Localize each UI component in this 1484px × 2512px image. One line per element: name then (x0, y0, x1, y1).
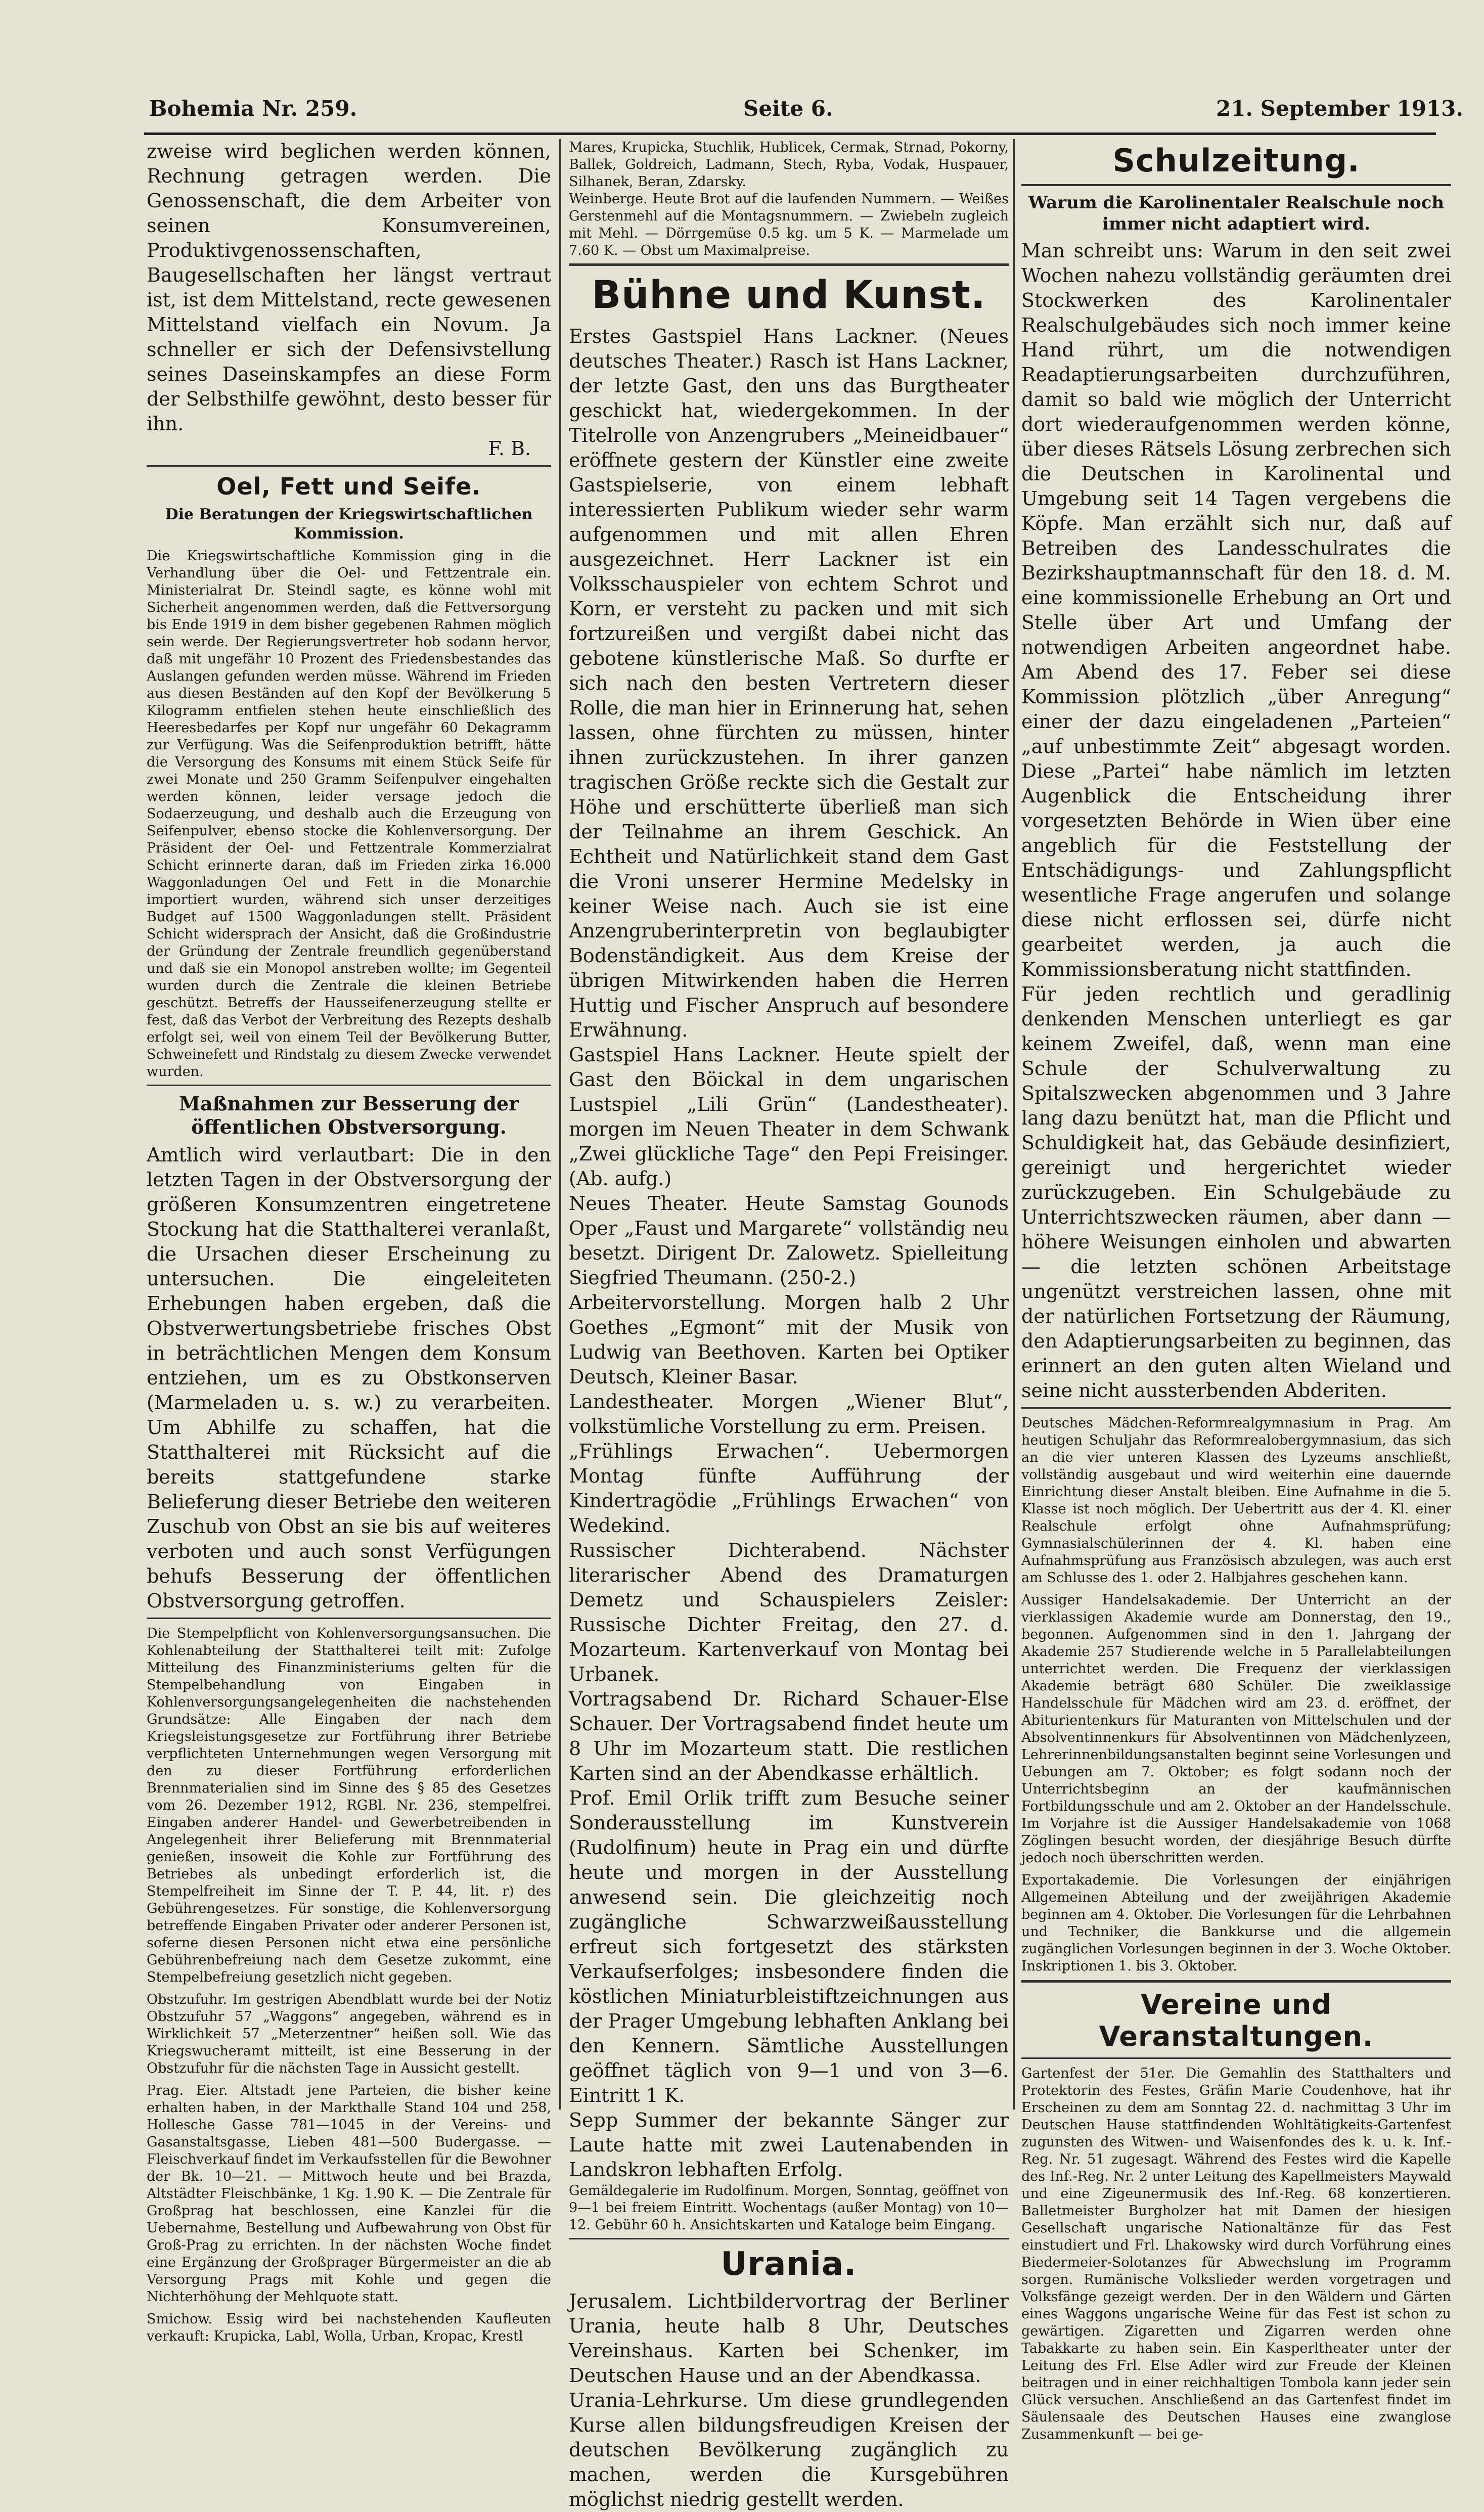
notice-handelsakademie: Aussiger Handelsakademie. Der Unterricht an der vierklassigen Akademie wurde am Donnerstag, den 19., begonnen. Aufgenommen sind in den 1. Jahrgang der Akademie 257 Studierende welche in 5 Parallelabteilungen unterrichtet werden. Die Frequenz der vierklassigen Akademie beträgt 680 Schüler. Die zweiklassige Handelsschule für Mädchen wird am 23. d. eröffnet, der Abiturientenkurs für Maturanten von Mittelschulen und der Absolventinnenkurs für Absolventinnen von Mädchenlyzeen, Lehrerinnenbildungsanstalten beginnt seine Vorlesungen und Uebungen am 7. Oktober; es folgt sodann noch der Unterrichtsbeginn an der kaufmännischen Fortbildungsschule und am 2. Oktober an der Handelsschule. Im Vorjahre ist die Aussiger Handelsakademie von 1068 Zöglingen besucht worden, der diesjährige Besuch dürfte jedoch noch überschritten werden. (1021, 1592, 1451, 1866)
article-gastspiel-2: Gastspiel Hans Lackner. Heute spielt der Gast den Böickal in dem ungarischen Lustspiel „Lili Grün“ (Landestheater). morgen im Neuen Theater in dem Schwank „Zwei glückliche Tage“ den Pepi Freisinger. (Ab. aufg.) (569, 1044, 1009, 1190)
headline-obst: Maßnahmen zur Besserung der öffentlichen Obstversorgung. (178, 1092, 519, 1138)
notice-prag: Prag. Eier. Altstadt jene Parteien, die bisher keine erhalten haben, in der Markthalle Stand 104 und 258, Hollesche Gasse 781—1045 in der Vereins- und Gasanstaltsgasse, Lieben 481—500 Budergasse. — Fleischverkauf findet im Verkaufsstellen für die Bewohner der Bk. 10—21. — Mittwoch heute und bei Brazda, Altstädter Fleischbänke, 1 Kg. 1.90 K. — Die Zentrale für Großprag hat beschlossen, eine Kanzlei für die Uebernahme, Bestellung und Aufbewahrung von Obst für Groß-Prag zu errichten. In der nächsten Woche findet eine Ergänzung der Großprager Bürgermeister an die ab Versorgung Prags mit Kohle und gegen die Nichterhöhung der Mehlquote statt. (147, 2083, 551, 2305)
divider (147, 1085, 551, 1086)
article-landestheater: Landestheater. Morgen „Wiener Blut“, volkstümliche Vorstellung zu erm. Preisen. (569, 1390, 1009, 1438)
headline-schulzeitung: Schulzeitung. (1112, 142, 1360, 179)
article-realschule-2: Für jeden rechtlich und geradlinig denkenden Menschen unterliegt es gar keinem Zweifel, daß, wenn man eine Schule der Schulverwaltung zu Spitalszwecken abgenommen und 3 Jahre lang dazu benützt hat, man die Pflicht und Schuldigkeit hat, das Gebäude desinfiziert, gereinigt und hergerichtet wieder zurückzugeben. Ein Schulgebäude zu Unterrichtszwecken räumen, aber dann — höhere Weisungen einholen und abwarten — die letzten schönen Arbeitstage ungenützt verstreichen lassen, ohne mit der natürlichen Fortsetzung der Räumung, den Adaptierungsarbeiten zu beginnen, das erinnert an den guten alten Wieland und seine nicht aussterbenden Abderiten. (1021, 983, 1451, 1402)
column-right (1021, 139, 1451, 2442)
article-fruehling: „Frühlings Erwachen“. Uebermorgen Montag fünfte Aufführung der Kindertragödie „Frühlings Erwachen“ von Wedekind. (569, 1440, 1009, 1537)
divider (1021, 1407, 1451, 1409)
article-sepp: Sepp Summer der bekannte Sänger zur Laute hatte mit zwei Lautenabenden in Landskron lebhaften Erfolg. (569, 2109, 1009, 2181)
article-russisch: Russischer Dichterabend. Nächster literarischer Abend des Dramaturgen Demetz und Schauspielers Zeisler: Russische Dichter Freitag, den 27. d. Mozarteum. Kartenverkauf von Montag bei Urbanek. (569, 1539, 1009, 1685)
headline-oel: Oel, Fett und Seife. (216, 473, 481, 500)
notice-obstzufuhr: Obstzufuhr. Im gestrigen Abendblatt wurde bei der Notiz Obstzufuhr 57 „Waggons“ angegeben, während es in Wirklichkeit 57 „Meterzentner“ heißen soll. Wie das Kriegswucheramt mitteilt, ist eine Besserung in der Obstzufuhr für die nächsten Tage in Aussicht gestellt. (147, 1992, 551, 2076)
notice-gartenfest: Gartenfest der 51er. Die Gemahlin des Statthalters und Protektorin des Festes, Gräfin Marie Coudenhove, hat ihr Erscheinen zu dem am Sonntag 22. d. nachmittag 3 Uhr im Deutschen Hause stattfindenden Wohltätigkeits-Gartenfest zugunsten des Witwen- und Waisenfondes des k. u. k. Inf.-Reg. Nr. 51 zugesagt. Während des Festes wird die Kapelle des Inf.-Reg. Nr. 2 unter Leitung des Kapellmeisters Maywald und eine Zigeunermusik des Inf.-Reg. 68 konzertieren. Balletmeister Burgholzer hat mit Damen der hiesigen Gesellschaft ungarische Nationaltänze für das Fest einstudiert und Frl. Lhakowsky wird durch Vorführung eines Biedermeier-Solotanzes für Abwechslung im Programm sorgen. Rumänische Volkslieder werden vorgetragen und Volksfänge gezeigt werden. Der in den Wäldern und Gärten eines Waggons ungarische Weine für das Fest ist schon zu gewärtigen. Zigaretten und Zigarren werden ohne Tabakkarte zu haben sein. Ein Kasperltheater unter der Leitung des Frl. Else Adler wird zur Freude der Kleinen beitragen und in einer reichhaltigen Tombola kann jeder sein Glück versuchen. Anschließend an das Gartenfest findet im Säulensaale des Deutschen Hauses eine zwanglose Zusammenkunft — bei ge- (1021, 2066, 1451, 2442)
article-intro: zweise wird beglichen werden können, Rechnung getragen werden. Die Genossenschaft, die dem Arbeiter von seinen Konsumvereinen, Produktivgenossenschaften, Baugesellschaften her längst vertraut ist, ist dem Mittelstand, recte gewesenen Mittelstand vielfach ein Novum. Ja schneller er sich der Defensivstellung seines Daseinskampfes an diese Form der Selbsthilfe gewöhnt, desto besser für ihn. (147, 140, 551, 435)
article-jerusalem: Jerusalem. Lichtbildervortrag der Berliner Urania, heute halb 8 Uhr, Deutsches Vereinshaus. Karten bei Schenker, im Deutschen Hause und an der Abendkassa. (569, 2290, 1009, 2387)
article-vortrag: Vortragsabend Dr. Richard Schauer-Else Schauer. Der Vortragsabend findet heute um 8 Uhr im Mozarteum statt. Die restlichen Karten sind an der Abendkasse erhältlich. (569, 1688, 1009, 1784)
article-orlik: Prof. Emil Orlik trifft zum Besuche seiner Sonderausstellung im Kunstverein (Rudolfinum) heute in Prag ein und dürfte heute und morgen in der Ausstellung anwesend sein. Die gleichzeitig noch zugängliche Schwarzweißausstellung erfreut sich fortgesetzt des stärksten Verkaufserfolges; insbesondere finden die köstlichen Miniaturbleistiftzeichnungen aus der Prager Umgebung lebhaften Anklang bei den Kennern. Sämtliche Ausstellungen geöffnet täglich von 9—1 und von 3—6. Eintritt 1 K. (569, 1787, 1009, 2106)
article-galerie: Gemäldegalerie im Rudolfinum. Morgen, Sonntag, geöffnet von 9—1 bei freiem Eintritt. Wochentags (außer Montag) von 10—12. Gebühr 60 h. Ansichtskarten und Kataloge beim Eingang. (569, 2183, 1009, 2233)
divider (569, 2238, 1009, 2239)
headline-vereine: Vereine und Veranstaltungen. (1099, 1989, 1374, 2052)
divider (147, 1618, 551, 1619)
header-rule (144, 132, 1436, 135)
column-left (147, 139, 551, 2344)
divider (1021, 1980, 1451, 1983)
article-body-obst: Amtlich wird verlautbart: Die in den letzten Tagen in der Obstversorgung der größeren Konsumzentren eingetretene Stockung hat die Statthalterei veranlaßt, die Ursachen dieser Erscheinung zu untersuchen. Die eingeleiteten Erhebungen haben ergeben, daß die Obstverwertungsbetriebe frisches Obst in beträchtlichen Mengen dem Konsum entziehen, um es zu Obstkonserven (Marmeladen u. s. w.) zu verarbeiten. Um Abhilfe zu schaffen, hat die Statthalterei mit Rücksicht auf die bereits stattgefundene starke Belieferung dieser Betriebe den weiteren Zuschub von Obst an sie bis auf weiteres verboten und auch sonst Verfügungen behufs Besserung der öffentlichen Obstversorgung getroffen. (147, 1144, 551, 1612)
divider (569, 263, 1009, 266)
column-divider (559, 139, 561, 2110)
headline-urania: Urania. (721, 2246, 857, 2283)
notice-stempel: Die Stempelpflicht von Kohlenversorgungsansuchen. Die Kohlenabteilung der Statthalterei teilt mit: Zufolge Mitteilung des Finanzministeriums gelten für die Stempelbehandlung von Eingaben in Kohlenversorgungsangelegenheiten die nachstehenden Grundsätze: Alle Eingaben der nach dem Kriegsleistungsgesetze zur Fortführung ihrer Betriebe verpflichteten Unternehmungen wegen Versorgung mit den zu dieser Fortführung erforderlichen Brennmaterialien sind im Sinne des § 85 des Gesetzes vom 26. Dezember 1912, RGBl. Nr. 236, stempelfrei. Eingaben anderer Handel- und Gewerbetreibenden in Angelegenheit ihrer Belieferung mit Brennmaterial genießen, insoweit die Kohle zur Fortführung des Betriebes als unbedingt erforderlich ist, die Stempelfreiheit im Sinne der T. P. 44, lit. r) des Gebührengesetzes. Für sonstige, die Kohlenversorgung betreffende Eingaben Privater oder anderer Personen ist, soferne diesen Personen nicht etwa eine persönliche Gebührenbefreiung nach dem Gesetze zukommt, eine Stempelbefreiung gesetzlich nicht gegeben. (147, 1626, 551, 1985)
divider (147, 465, 551, 467)
subheadline-realschule: Warum die Karolinentaler Realschule noch immer nicht adaptiert wird. (1028, 193, 1445, 234)
column-divider (1013, 139, 1015, 2110)
issue-date: 21. September 1913. (1216, 96, 1464, 121)
headline-buhne: Bühne und Kunst. (592, 272, 986, 317)
notice-weinberge: Weinberge. Heute Brot auf die laufenden Nummern. — Weißes Gerstenmehl auf die Montagsnummern. — Zwiebeln zugleich mit Mehl. — Dörrgemüse 0.5 kg. um 5 K. — Marmelade um 7.60 K. — Obst um Maximalpreise. (569, 191, 1009, 258)
article-gastspiel-1: Erstes Gastspiel Hans Lackner. (Neues deutsches Theater.) Rasch ist Hans Lackner, der letzte Gast, den uns das Burgtheater geschickt hat, wiedergekommen. In der Titelrolle von Anzengrubers „Meineidbauer“ eröffnete gestern der Künstler eine zweite Gastspielserie, von einem lebhaft interessierten Publikum wieder sehr warm aufgenommen und mit allen Ehren ausgezeichnet. Herr Lackner ist ein Volksschauspieler von echtem Schrot und Korn, er versteht zu packen und mit sich fortzureißen und vergißt dabei nicht das gebotene künstlerische Maß. So durfte er sich nach den besten Vertretern dieser Rolle, die man hier in Erinnerung hat, sehen lassen, ohne fürchten zu müssen, hinter ihnen zurückzustehen. In ihrer ganzen tragischen Größe reckte sich die Gestalt zur Höhe und erschütterte überließ man sich der Teilnahme an ihrem Geschick. An Echtheit und Natürlichkeit stand dem Gast die Vroni unserer Hermine Medelsky in keiner Weise nach. Auch sie ist eine Anzengruberinterpretin von beglaubigter Bodenständigkeit. Aus dem Kreise der übrigen Mitwirkenden haben die Herren Huttig und Fischer Anspruch auf besondere Erwähnung. (569, 325, 1009, 1041)
article-lehrkurse: Urania-Lehrkurse. Um diese grundlegenden Kurse allen bildungsfreudigen Kreisen der deutschen Bevölkerung zugänglich zu machen, werden die Kursgebühren möglichst niedrig gestellt werden. (569, 2389, 1009, 2510)
page-number: Seite 6. (743, 96, 833, 121)
subheadline-oel: Die Beratungen der Kriegswirtschaftlichen Kommission. (165, 506, 533, 543)
notice-maedchen: Deutsches Mädchen-Reformrealgymnasium in Prag. Am heutigen Schuljahr das Reformrealobergymnasium, das sich an die vier unteren Klassen des Lyzeums anschließt, vollständig ausgebaut und wird weiterhin eine dauernde Einrichtung dieser Anstalt bleiben. Eine Aufnahme in die 5. Klasse ist noch möglich. Der Uebertritt aus der 4. Kl. einer Realschule erfolgt ohne Aufnahmsprüfung; Gymnasialschülerinnen der 4. Kl. haben eine Aufnahmsprüfung aus Französisch abzulegen, was auch erst am Schlusse des 1. oder 2. Halbjahres geschehen kann. (1021, 1415, 1451, 1586)
notice-list: Mares, Krupicka, Stuchlik, Hublicek, Cermak, Strnad, Pokorny, Ballek, Goldreich, Ladmann, Stech, Ryba, Vodak, Huspauer, Silhanek, Beran, Zdarsky. (569, 140, 1009, 190)
notice-smichow: Smichow. Essig wird bei nachstehenden Kaufleuten verkauft: Krupicka, Labl, Wolla, Urban, Kropac, Krestl (147, 2311, 551, 2344)
signature: F. B. (488, 437, 531, 460)
article-neues-theater: Neues Theater. Heute Samstag Gounods Oper „Faust und Margarete“ vollständig neu besetzt. Dirigent Dr. Zalowetz. Spielleitung Siegfried Theumann. (250-2.) (569, 1192, 1009, 1289)
article-realschule-1: Man schreibt uns: Warum in den seit zwei Wochen nahezu vollständig geräumten drei Stockwerken des Karolinentaler Realschulgebäudes sich noch immer keine Hand rührt, um die notwendigen Readaptierungsarbeiten durchzuführen, damit so bald wie möglich der Unterricht dort wiederaufgenommen werden könne, über dieses Rätsels Lösung zerbrechen sich die Deutschen in Karolinental und Umgebung seit 14 Tagen vergebens die Köpfe. Man erzählt sich nur, daß auf Betreiben des Landesschulrates die Bezirkshauptmannschaft für den 18. d. M. eine kommissionelle Erhebung an Ort und Stelle über Art und Umfang der notwendigen Arbeiten angeordnet habe. Am Abend des 17. Feber sei diese Kommission plötzlich „über Anregung“ einer der dazu eingeladenen „Parteien“ „auf unbestimmte Zeit“ abgesagt worden. Diese „Partei“ habe nämlich im letzten Augenblick die Entscheidung ihrer vorgesetzten Behörde in Wien über eine angeblich für die Feststellung der Entschädigungs- und Zahlungspflicht wesentliche Frage angerufen und solange diese nicht erflossen sei, dürfe nicht gearbeitet werden, ja auch die Kommissionsberatung nicht stattfinden. (1021, 240, 1451, 980)
paper-name: Bohemia Nr. 259. (149, 96, 357, 121)
page-header (0, 96, 1484, 126)
divider (1021, 184, 1451, 186)
column-middle (569, 139, 1009, 2510)
article-arbeiter: Arbeitervorstellung. Morgen halb 2 Uhr Goethes „Egmont“ mit der Musik von Ludwig van Beethoven. Karten bei Optiker Deutsch, Kleiner Basar. (569, 1291, 1009, 1388)
article-body-oel: Die Kriegswirtschaftliche Kommission ging in die Verhandlung über die Oel- und Fettzentrale ein. Ministerialrat Dr. Steindl sagte, es könne wohl mit Sicherheit angenommen werden, daß die Fettversorgung bis Ende 1919 in dem bisher gegebenen Rahmen möglich sein werde. Der Regierungsvertreter hob sodann hervor, daß mit ungefähr 10 Prozent des Friedensbestandes das Auslangen gefunden werden müsse. Während im Frieden aus diesen Beständen auf den Kopf der Bevölkerung 5 Kilogramm entfielen stehen heute einschließlich des Heeresbedarfes per Kopf nur ungefähr 60 Dekagramm zur Verfügung. Was die Seifenproduktion betrifft, hätte die Versorgung des Konsums mit einem Stück Seife für zwei Monate und 250 Gramm Seifenpulver eingehalten werden können, leider versage jedoch die Sodaerzeugung, und deshalb auch die Erzeugung von Seifenpulver, ebenso stocke die Kohlenversorgung. Der Präsident der Oel- und Fettzentrale Kommerzialrat Schicht erinnerte daran, daß im Frieden zirka 16.000 Waggonladungen Oel und Fett in die Monarchie importiert wurden, während sich unser derzeitiges Budget auf 1500 Waggonladungen stellt. Präsident Schicht widersprach der Ansicht, daß die Großindustrie der Gründung der Zentrale freundlich gegenüberstand und daß sie ein Monopol anstreben wollte; im Gegenteil wurden durch die Zentrale die kleinen Betriebe geschützt. Betreffs der Hausseifenerzeugung stellte er fest, daß das Verbot der Verbreitung des Rezepts deshalb erfolgt sei, weil von einem Teil der Bevölkerung Butter, Schweinefett und Rindstalg zu diesem Zwecke verwendet wurden. (147, 548, 551, 1080)
divider (1021, 2057, 1451, 2059)
notice-exportakademie: Exportakademie. Die Vorlesungen der einjährigen Allgemeinen Abteilung und der zweijährigen Akademie beginnen am 4. Oktober. Die Vorlesungen für die Lehrbahnen und Techniker, die Bankkurse und die allgemein zugänglichen Vorlesungen beginnen in der 3. Woche Oktober. Inskriptionen 1. bis 3. Oktober. (1021, 1872, 1451, 1974)
